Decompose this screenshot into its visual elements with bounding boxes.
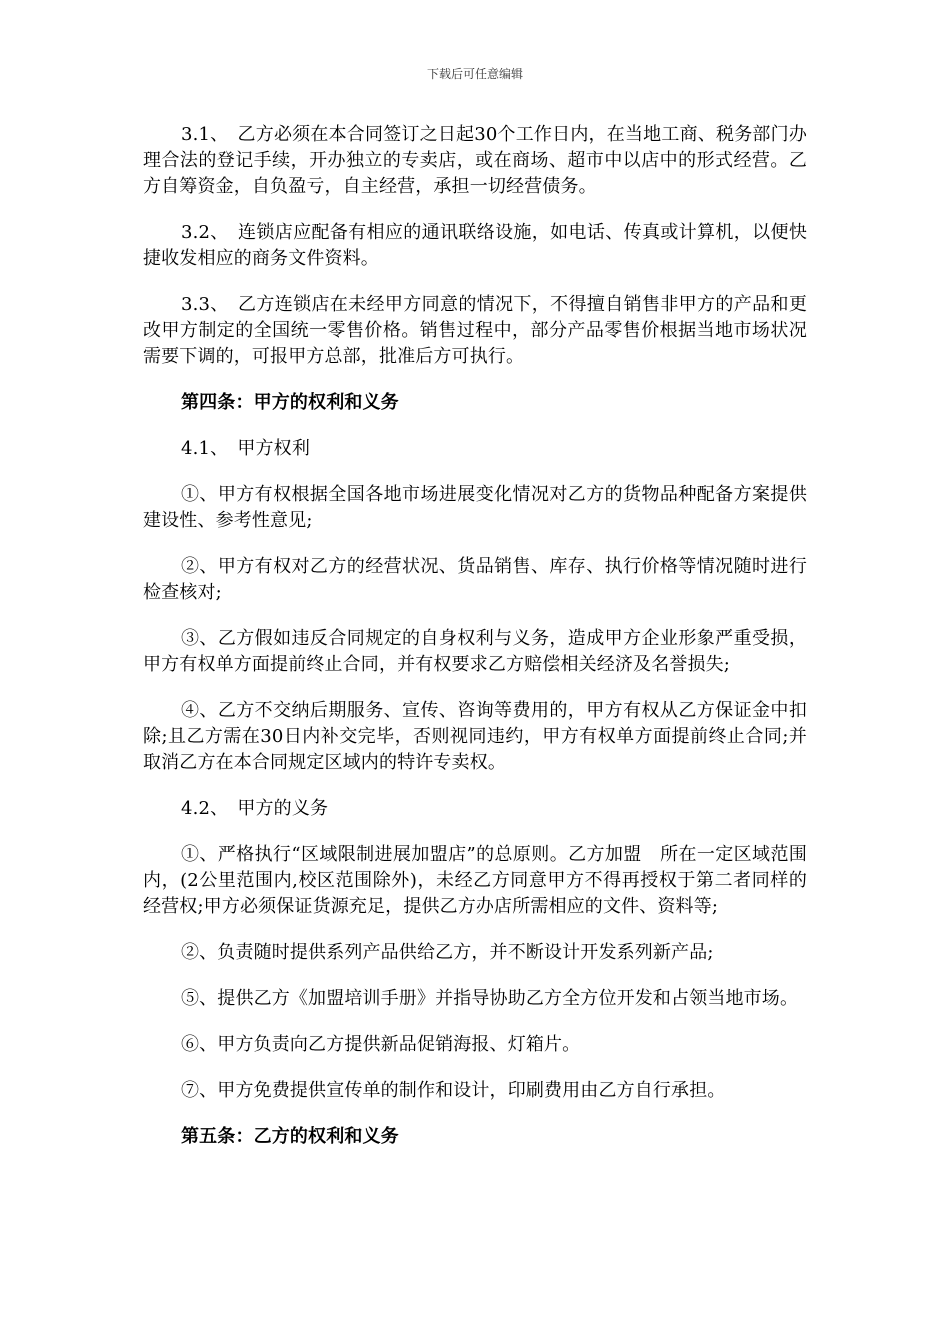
clause-3-3: 3.3、 乙方连锁店在未经甲方同意的情况下，不得擅自销售非甲方的产品和更改甲方制定的全国统一零售价格。销售过程中，部分产品零售价根据当地市场状况需要下调的，可报甲方总部，批准后方可执行。 <box>143 294 807 367</box>
clause-3-1: 3.1、 乙方必须在本合同签订之日起30个工作日内，在当地工商、税务部门办理合法的登记手续，开办独立的专卖店，或在商场、超市中以店中的形式经营。乙方自筹资金，自负盈亏，自主经营，承担一切经营债务。 <box>143 124 807 197</box>
clause-4-2-item-1: ①、严格执行“区域限制进展加盟店”的总原则。乙方加盟 所在一定区域范围内，(2公里范围内,校区范围除外)，未经乙方同意甲方不得再授权于第二者同样的经营权;甲方必须保证货源充足，提供乙方办店所需相应的文件、资料等; <box>143 844 807 917</box>
page-header: 下载后可任意编辑 <box>426 67 523 81</box>
article-4-heading: 第四条：甲方的权利和义务 <box>181 392 399 413</box>
clause-4-2-item-5: ⑤、提供乙方《加盟培训手册》并指导协助乙方全方位开发和占领当地市场。 <box>181 988 799 1009</box>
clause-4-1-title: 4.1、 甲方权利 <box>181 438 310 459</box>
clause-4-2-item-6: ⑥、甲方负责向乙方提供新品促销海报、灯箱片。 <box>181 1034 581 1055</box>
clause-4-1-item-4: ④、乙方不交纳后期服务、宣传、咨询等费用的，甲方有权从乙方保证金中扣除;且乙方需在30日内补交完毕，否则视同违约，甲方有权单方面提前终止合同;并取消乙方在本合同规定区域内的特许专卖权。 <box>143 700 807 773</box>
clause-4-2-title: 4.2、 甲方的义务 <box>181 798 329 819</box>
clause-4-1-item-1: ①、甲方有权根据全国各地市场进展变化情况对乙方的货物品种配备方案提供建设性、参考性意见; <box>143 484 807 531</box>
clause-3-2: 3.2、 连锁店应配备有相应的通讯联络设施，如电话、传真或计算机，以便快捷收发相应的商务文件资料。 <box>143 222 807 269</box>
clause-4-2-item-7: ⑦、甲方免费提供宣传单的制作和设计，印刷费用由乙方自行承担。 <box>181 1080 726 1101</box>
document-body <box>143 122 807 1150</box>
clause-4-1-item-3: ③、乙方假如违反合同规定的自身权利与义务，造成甲方企业形象严重受损，甲方有权单方面提前终止合同，并有权要求乙方赔偿相关经济及名誉损失; <box>143 628 807 675</box>
clause-4-1-item-2: ②、甲方有权对乙方的经营状况、货品销售、库存、执行价格等情况随时进行检查核对; <box>143 556 807 603</box>
clause-4-2-item-2: ②、负责随时提供系列产品供给乙方，并不断设计开发系列新产品; <box>181 942 714 963</box>
article-5-heading: 第五条：乙方的权利和义务 <box>181 1126 399 1147</box>
